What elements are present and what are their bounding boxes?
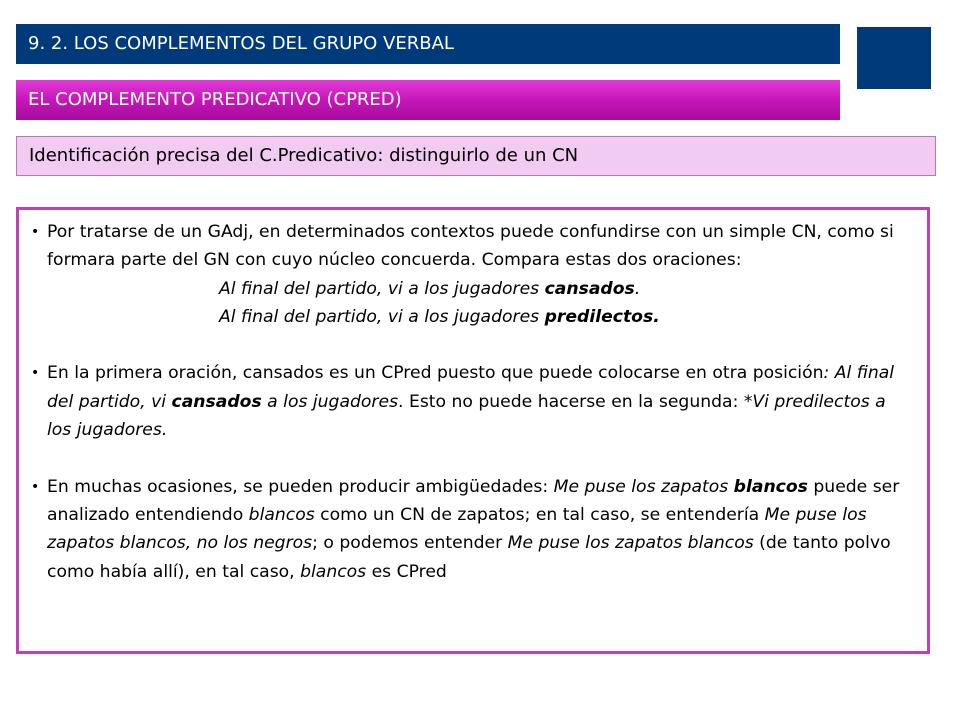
example-2-keyword: predilectos. [544, 306, 660, 327]
corner-decoration [857, 27, 931, 89]
example-1-end: . [634, 278, 641, 299]
bullet-item-3 [31, 473, 911, 586]
p2-text-6: *Vi predilectos a los jugadores. [47, 391, 886, 441]
p3-text-4: puede ser analizado entendiendo [47, 476, 900, 525]
p3-text-9: Me puse los zapatos blancos [507, 533, 754, 554]
p2-text-2: : Al final del partido, vi [47, 363, 895, 412]
content-box [16, 207, 930, 654]
p3-text-8: ; o podemos entender [312, 533, 508, 554]
topic-heading: Identificación precisa del C.Predicativo: distinguirlo de un CN [16, 136, 936, 176]
paragraph-1: Por tratarse de un GAdj, en determinados contextos puede confundirse con un simple CN, como si formara parte del GN con cuyo núcleo concuerda. Compara estas dos oraciones: [47, 222, 894, 271]
example-1-text: Al final del partido, vi a los jugadores [219, 278, 545, 299]
example-sentence-2 [47, 303, 911, 331]
example-sentence-1 [47, 275, 911, 303]
bullet-item-2 [31, 359, 911, 444]
example-2-text: Al final del partido, vi a los jugadores [219, 306, 545, 327]
p2-text-5: . Esto no puede hacerse en la segunda: [398, 391, 744, 412]
p3-text-1: En muchas ocasiones, se pueden producir ambigüedades: [47, 476, 554, 497]
bullet-icon: • [31, 224, 40, 240]
p2-keyword: cansados [171, 391, 262, 412]
example-1-keyword: cansados [544, 278, 635, 299]
slide-subtitle: EL COMPLEMENTO PREDICATIVO (CPRED) [16, 80, 840, 120]
bullet-icon: • [31, 478, 40, 495]
paragraph-3 [47, 473, 911, 586]
slide-title: 9. 2. LOS COMPLEMENTOS DEL GRUPO VERBAL [16, 24, 840, 64]
paragraph-2 [47, 359, 911, 444]
bullet-icon: • [31, 365, 40, 382]
p3-text-2: Me puse los zapatos [553, 476, 734, 497]
p3-keyword-1: blancos [733, 476, 808, 497]
p2-text-1: En la primera oración, cansados es un CPred puesto que puede colocarse en otra posición [47, 363, 824, 384]
p3-text-11: blancos [300, 561, 367, 582]
p3-text-5: blancos [248, 504, 315, 525]
bullet-item-1 [31, 218, 911, 331]
p3-text-7: Me puse los zapatos blancos, no los negros [47, 504, 867, 554]
p2-text-4: a los jugadores [261, 391, 399, 412]
p3-text-6: como un CN de zapatos; en tal caso, se entendería [314, 504, 765, 525]
p3-text-12: es CPred [366, 561, 447, 582]
p3-text-10: (de tanto polvo como había allí), en tal caso, [47, 533, 891, 582]
